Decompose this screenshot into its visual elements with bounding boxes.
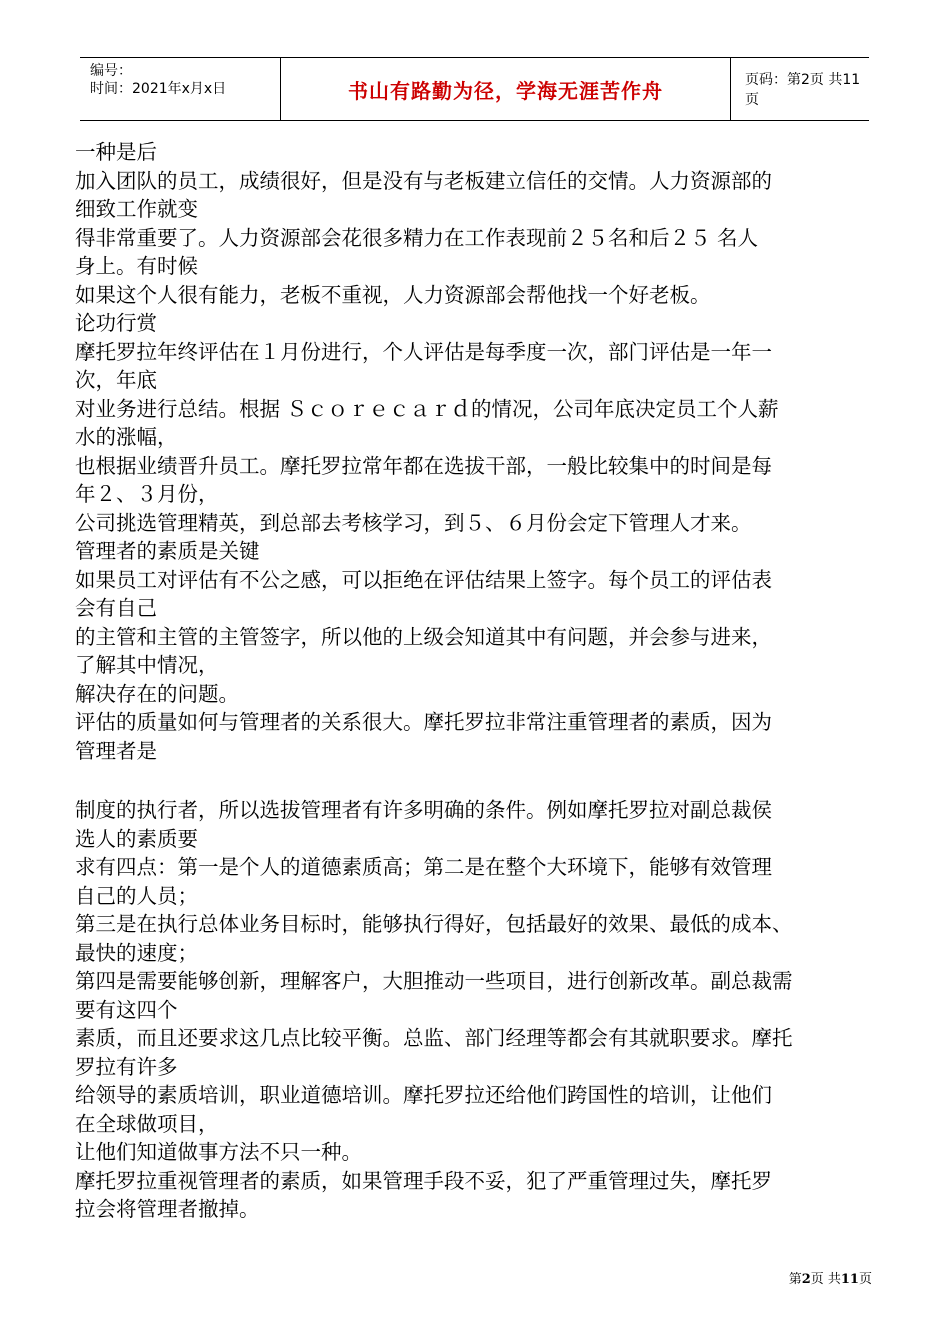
text-line: 自己的人员；	[75, 883, 198, 908]
text-line: 给领导的素质培训，职业道德培训。摩托罗拉还给他们跨国性的培训，让他们	[75, 1083, 772, 1107]
footer-total-pages: 11	[840, 1272, 859, 1287]
header-motto-cell	[280, 58, 731, 120]
text-line: 身上。有时候	[75, 254, 198, 278]
footer-suffix: 页	[858, 1272, 872, 1287]
text-line: 素质，而且还要求这几点比较平衡。总监、部门经理等都会有其就职要求。摩托	[75, 1026, 793, 1050]
text-line: 年２、３月份，	[75, 482, 219, 506]
text-line: 罗拉有许多	[75, 1054, 178, 1079]
header-page-info: 页码：第2页 共11页	[745, 72, 861, 108]
text-line: 一种是后	[75, 140, 157, 164]
text-line: 求有四点：第一是个人的道德素质高；第二是在整个大环境下，能够有效管理	[75, 855, 772, 879]
text-line: 摩托罗拉年终评估在１月份进行，个人评估是每季度一次，部门评估是一年一	[75, 339, 772, 364]
body-text-upper	[75, 138, 881, 765]
text-line: 制度的执行者，所以选拔管理者有许多明确的条件。例如摩托罗拉对副总裁侯	[75, 798, 772, 822]
text-line: 拉会将管理者撤掉。	[75, 1197, 260, 1221]
text-line: 要有这四个	[75, 997, 178, 1022]
section-heading: 论功行赏	[75, 311, 157, 335]
text-line: 摩托罗拉重视管理者的素质，如果管理手段不妥，犯了严重管理过失，摩托罗	[75, 1168, 772, 1193]
text-line: 水的涨幅，	[75, 425, 178, 449]
footer-prefix: 第	[788, 1272, 802, 1287]
text-line: 会有自己	[75, 596, 157, 620]
text-line: 让他们知道做事方法不只一种。	[75, 1140, 362, 1164]
text-line: 第四是需要能够创新，理解客户，大胆推动一些项目，进行创新改革。副总裁需	[75, 969, 793, 993]
body-text-lower	[75, 796, 881, 1224]
text-line: 解决存在的问题。	[75, 681, 239, 706]
serial-number-label: 编号：	[90, 63, 132, 79]
header-motto: 书山有路勤为径，学海无涯苦作舟	[348, 78, 663, 103]
header-page-cell	[731, 58, 869, 120]
text-line: 如果员工对评估有不公之感，可以拒绝在评估结果上签字。每个员工的评估表	[75, 567, 772, 592]
date-label: 时间：2021年x月x日	[90, 81, 227, 97]
text-line: 公司挑选管理精英，到总部去考核学习，到５、６月份会定下管理人才来。	[75, 510, 752, 535]
text-line: 次，年底	[75, 368, 157, 392]
text-line: 最快的速度；	[75, 940, 198, 965]
text-line: 管理者是	[75, 738, 157, 763]
text-line: 对业务进行总结。根据 Ｓｃｏｒｅｃａｒｄ的情况，公司年底决定员工个人薪	[75, 396, 779, 421]
document-header	[80, 57, 869, 121]
text-line: 评估的质量如何与管理者的关系很大。摩托罗拉非常注重管理者的素质，因为	[75, 710, 772, 734]
text-line: 也根据业绩晋升员工。摩托罗拉常年都在选拔干部，一般比较集中的时间是每	[75, 453, 772, 478]
header-meta-cell	[80, 58, 280, 120]
text-line: 细致工作就变	[75, 197, 198, 221]
footer-middle: 页 共	[810, 1272, 841, 1287]
page-footer	[789, 1268, 872, 1287]
text-line: 了解其中情况，	[75, 653, 219, 677]
text-line: 如果这个人很有能力，老板不重视，人力资源部会帮他找一个好老板。	[75, 282, 711, 307]
section-heading: 管理者的素质是关键	[75, 539, 260, 563]
text-line: 第三是在执行总体业务目标时，能够执行得好，包括最好的效果、最低的成本、	[75, 912, 793, 936]
text-line: 选人的素质要	[75, 826, 198, 851]
footer-page-number: 2	[801, 1272, 811, 1287]
text-line: 得非常重要了。人力资源部会花很多精力在工作表现前２５名和后２５ 名人	[75, 225, 759, 250]
text-line: 在全球做项目，	[75, 1111, 219, 1136]
text-line: 加入团队的员工，成绩很好，但是没有与老板建立信任的交情。人力资源部的	[75, 168, 772, 193]
text-line: 的主管和主管的主管签字，所以他的上级会知道其中有问题，并会参与进来，	[75, 624, 772, 649]
